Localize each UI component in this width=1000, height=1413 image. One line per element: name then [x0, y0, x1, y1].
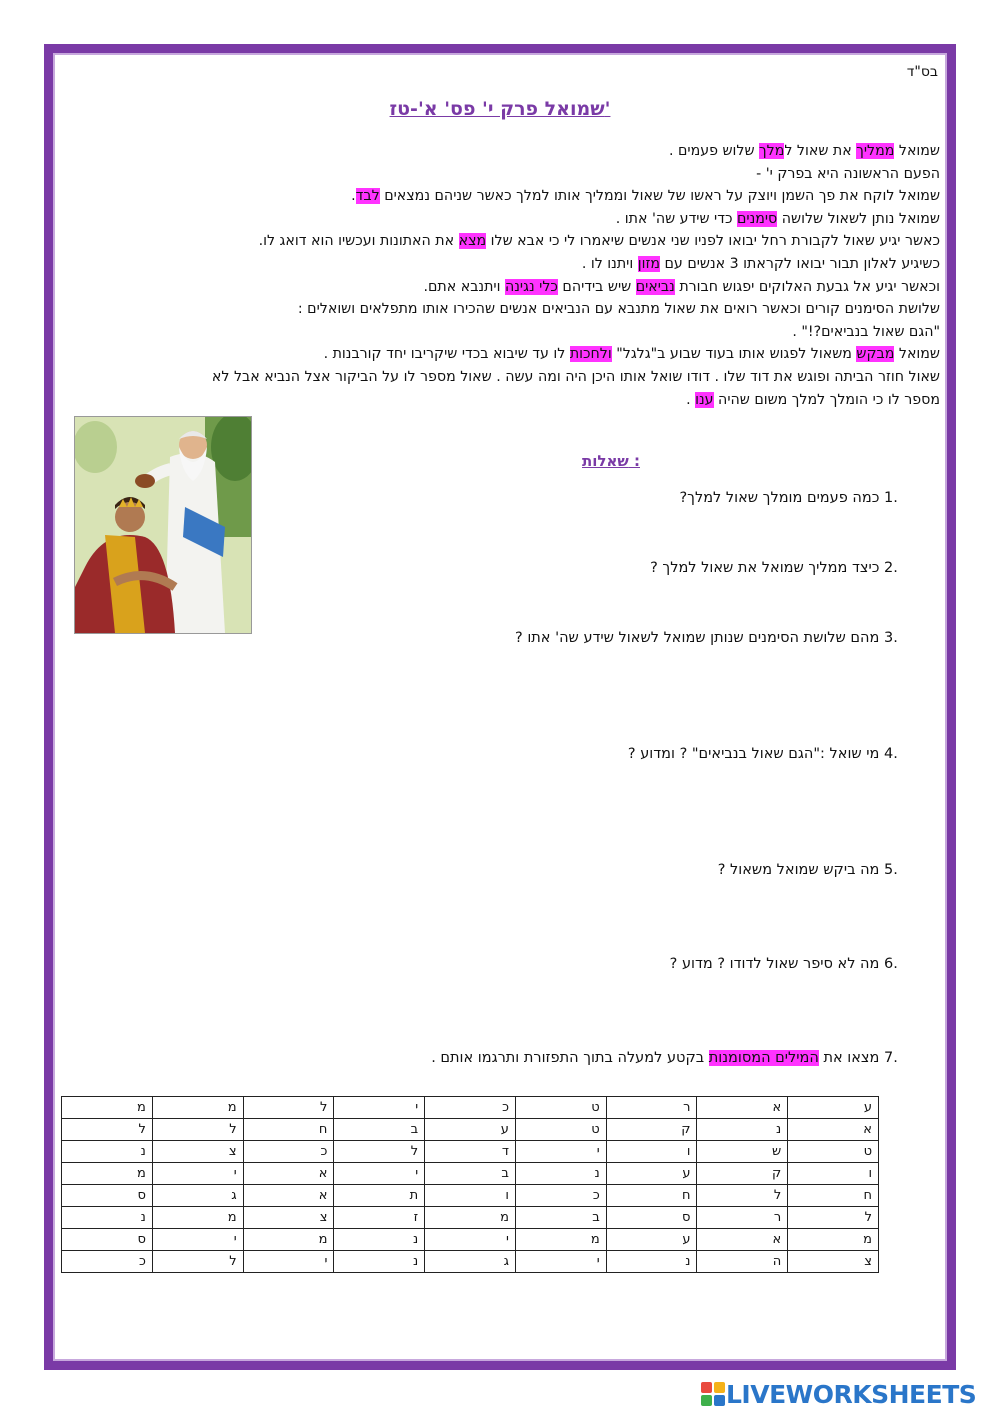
- wordsearch-cell[interactable]: ל: [334, 1141, 425, 1163]
- text-run: שמואל לוקח את פך השמן ויוצק על ראשו של שאול וממליך אותו למלך כאשר שניהם נמצאים: [379, 188, 940, 205]
- wordsearch-cell[interactable]: ט: [515, 1097, 606, 1119]
- wordsearch-cell[interactable]: צ: [788, 1251, 879, 1273]
- wordsearch-cell[interactable]: ל: [152, 1251, 243, 1273]
- wordsearch-cell[interactable]: ק: [697, 1163, 788, 1185]
- text-run: .: [351, 188, 356, 205]
- wordsearch-cell[interactable]: כ: [515, 1185, 606, 1207]
- wordsearch-cell[interactable]: ב: [334, 1119, 425, 1141]
- wordsearch-cell[interactable]: י: [243, 1251, 334, 1273]
- wordsearch-cell[interactable]: צ: [152, 1141, 243, 1163]
- wordsearch-cell[interactable]: ט: [515, 1119, 606, 1141]
- wordsearch-cell[interactable]: מ: [515, 1229, 606, 1251]
- wordsearch-cell[interactable]: א: [788, 1119, 879, 1141]
- wordsearch-cell[interactable]: כ: [62, 1251, 153, 1273]
- text-run: שמואל: [894, 143, 940, 159]
- question-text: כיצד ממליך שמואל את שאול למלך ?: [650, 560, 880, 576]
- wordsearch-cell[interactable]: י: [425, 1229, 516, 1251]
- wordsearch-cell[interactable]: י: [334, 1097, 425, 1119]
- highlighted-word: ולחכות: [569, 346, 612, 363]
- wordsearch-cell[interactable]: י: [152, 1229, 243, 1251]
- wordsearch-cell[interactable]: נ: [334, 1229, 425, 1251]
- passage-line: [60, 321, 940, 344]
- text-run: בקטע למעלה בתוך התפזורת ותרגמו אותם .: [431, 1050, 709, 1066]
- text-run: כדי שידע שה' אתו .: [615, 210, 737, 227]
- highlighted-word: סימנים: [736, 210, 778, 227]
- question-number: 6.: [884, 956, 898, 972]
- text-run: כשיגיע לאלון תבור יבואו לקראתו 3 אנשים עם: [660, 255, 940, 272]
- wordsearch-cell[interactable]: ז: [334, 1207, 425, 1229]
- wordsearch-cell[interactable]: נ: [606, 1251, 697, 1273]
- wordsearch-cell[interactable]: ש: [697, 1141, 788, 1163]
- wordsearch-cell[interactable]: ע: [606, 1163, 697, 1185]
- bsd-header: בס"ד: [906, 64, 938, 80]
- illustration-anointing: [74, 416, 252, 634]
- wordsearch-cell[interactable]: ע: [788, 1097, 879, 1119]
- wordsearch-row: [62, 1097, 879, 1119]
- text-run: ויתנבא אתם.: [423, 278, 505, 295]
- question-number: 7.: [884, 1050, 898, 1066]
- wordsearch-cell[interactable]: ל: [152, 1119, 243, 1141]
- wordsearch-cell[interactable]: ל: [243, 1097, 334, 1119]
- wordsearch-cell[interactable]: ס: [62, 1229, 153, 1251]
- wordsearch-cell[interactable]: ד: [425, 1141, 516, 1163]
- wordsearch-cell[interactable]: א: [697, 1229, 788, 1251]
- question-number: 5.: [884, 862, 898, 878]
- wordsearch-cell[interactable]: ב: [425, 1163, 516, 1185]
- wordsearch-cell[interactable]: ל: [62, 1119, 153, 1141]
- passage-line: [60, 208, 940, 231]
- text-run: משאול לפגוש אותו בעוד שבוע ב"גלגל": [611, 346, 857, 363]
- questions-heading: שאלות :: [582, 452, 640, 470]
- highlighted-word: נביאים: [635, 278, 675, 295]
- wordsearch-cell[interactable]: ו: [425, 1185, 516, 1207]
- passage-line: [60, 253, 940, 276]
- wordsearch-cell[interactable]: צ: [243, 1207, 334, 1229]
- wordsearch-cell[interactable]: מ: [152, 1207, 243, 1229]
- text-run: "הגם שאול בנביאים?!" .: [792, 323, 940, 340]
- question-number: 3.: [884, 630, 898, 646]
- text-run: שמואל נותן לשאול שלושה: [777, 210, 940, 227]
- liveworksheets-logo-icon: [700, 1381, 726, 1407]
- question-2: [200, 560, 910, 576]
- passage-line: [60, 185, 940, 208]
- wordsearch-cell[interactable]: א: [697, 1097, 788, 1119]
- wordsearch-cell[interactable]: מ: [243, 1229, 334, 1251]
- wordsearch-cell[interactable]: ע: [425, 1119, 516, 1141]
- wordsearch-cell[interactable]: מ: [152, 1097, 243, 1119]
- wordsearch-cell[interactable]: מ: [788, 1229, 879, 1251]
- highlighted-word: ממליך: [856, 143, 895, 159]
- wordsearch-row: [62, 1207, 879, 1229]
- question-number: 4.: [884, 746, 898, 762]
- text-run: לו עד שיבוא בכדי שיקריבו יחד קורבנות .: [323, 346, 570, 363]
- text-run: ויתנו לו .: [581, 255, 638, 272]
- wordsearch-cell[interactable]: ס: [606, 1207, 697, 1229]
- text-run: הפעם הראשונה היא בפרק י' -: [756, 165, 940, 182]
- question-1: [200, 490, 910, 506]
- passage-line: [60, 366, 940, 389]
- highlighted-word: מלך: [759, 143, 785, 159]
- wordsearch-cell[interactable]: י: [152, 1163, 243, 1185]
- wordsearch-row: [62, 1163, 879, 1185]
- wordsearch-cell[interactable]: נ: [62, 1207, 153, 1229]
- passage-line: [60, 276, 940, 299]
- text-run: שלושת הסימנים קורים וכאשר רואים את שאול מתנבא עם הנביאים אנשים שהכירו אותו מתפלאים ושואלים :: [297, 301, 940, 318]
- wordsearch-cell[interactable]: ו: [788, 1163, 879, 1185]
- wordsearch-cell[interactable]: ל: [788, 1207, 879, 1229]
- text-run: וכאשר יגיע אל גבעת האלוקים יפגוש חבורת: [674, 278, 940, 295]
- wordsearch-cell[interactable]: כ: [243, 1141, 334, 1163]
- question-text: מי שואל :"הגם שאול בנביאים" ? ומדוע ?: [627, 746, 880, 762]
- wordsearch-cell[interactable]: א: [243, 1163, 334, 1185]
- text-run: .: [686, 391, 696, 408]
- text-run: שיש בידיהם: [557, 278, 636, 295]
- wordsearch-cell[interactable]: נ: [62, 1141, 153, 1163]
- wordsearch-cell[interactable]: א: [243, 1185, 334, 1207]
- wordsearch-row: [62, 1251, 879, 1273]
- wordsearch-cell[interactable]: י: [334, 1163, 425, 1185]
- passage-line: [60, 343, 940, 366]
- highlighted-word: כלי נגינה: [504, 278, 558, 295]
- wordsearch-cell[interactable]: ע: [606, 1229, 697, 1251]
- highlighted-word: מזון: [637, 255, 660, 272]
- text-run: שמואל: [894, 346, 940, 363]
- highlighted-word: מצא: [458, 233, 487, 250]
- text-run: שאול חוזר הביתה ופוגש את דוד שלו . דודו שואל אותו היכן היה ומה עשה . שאול מספר לו על הביקור אצל הנביא אבל לא: [211, 368, 940, 385]
- wordsearch-cell[interactable]: ג: [152, 1185, 243, 1207]
- passage-line: [60, 230, 940, 253]
- question-text: [431, 1050, 879, 1066]
- passage-line: [60, 140, 940, 163]
- wordsearch-cell[interactable]: ב: [515, 1207, 606, 1229]
- liveworksheets-brand: LIVEWORKSHEETS: [726, 1379, 977, 1409]
- question-number: 1.: [884, 490, 898, 506]
- wordsearch-row: [62, 1185, 879, 1207]
- highlighted-word: לבד: [355, 188, 380, 205]
- liveworksheets-logo: [700, 1380, 995, 1408]
- wordsearch-cell[interactable]: מ: [425, 1207, 516, 1229]
- text-run: מצאו את: [818, 1050, 880, 1066]
- wordsearch-cell[interactable]: ח: [606, 1185, 697, 1207]
- passage-line: [60, 389, 940, 412]
- question-4: [200, 746, 910, 762]
- wordsearch-row: [62, 1119, 879, 1141]
- question-text: כמה פעמים מומלך שאול למלך?: [679, 490, 880, 506]
- question-6: [200, 956, 910, 972]
- wordsearch-cell[interactable]: ה: [697, 1251, 788, 1273]
- text-run: את שאול ל: [784, 143, 857, 159]
- wordsearch-grid: [61, 1096, 879, 1273]
- wordsearch-cell[interactable]: ר: [606, 1097, 697, 1119]
- question-3: [200, 630, 910, 646]
- passage-line: [60, 163, 940, 186]
- wordsearch-cell[interactable]: מ: [62, 1163, 153, 1185]
- wordsearch-cell[interactable]: מ: [62, 1097, 153, 1119]
- wordsearch-cell[interactable]: י: [515, 1141, 606, 1163]
- wordsearch-cell[interactable]: ג: [425, 1251, 516, 1273]
- wordsearch-cell[interactable]: ט: [788, 1141, 879, 1163]
- wordsearch-cell[interactable]: ק: [606, 1119, 697, 1141]
- text-run: מספר לו כי הומלך למלך משום שהיה: [713, 391, 940, 408]
- page-title: שמואל פרק י' פס' א'-טז': [389, 98, 611, 120]
- highlighted-word: המילים המסומנות: [708, 1050, 819, 1066]
- wordsearch-cell[interactable]: כ: [425, 1097, 516, 1119]
- text-run: שלוש פעמים .: [668, 143, 760, 159]
- wordsearch-row: [62, 1229, 879, 1251]
- question-text: מה ביקש שמואל משאול ?: [717, 862, 880, 878]
- wordsearch-cell[interactable]: נ: [515, 1163, 606, 1185]
- wordsearch-cell[interactable]: ר: [697, 1207, 788, 1229]
- wordsearch-cell[interactable]: ח: [243, 1119, 334, 1141]
- wordsearch-row: [62, 1141, 879, 1163]
- question-5: [200, 862, 910, 878]
- question-text: מה לא סיפר שאול לדודו ? מדוע ?: [669, 956, 880, 972]
- wordsearch-cell[interactable]: ת: [334, 1185, 425, 1207]
- wordsearch-cell[interactable]: ס: [62, 1185, 153, 1207]
- wordsearch-cell[interactable]: נ: [697, 1119, 788, 1141]
- passage-line: [60, 298, 940, 321]
- question-text: מהם שלושת הסימנים שנותן שמואל לשאול שידע שה' אתו ?: [515, 630, 880, 646]
- wordsearch-cell[interactable]: ו: [606, 1141, 697, 1163]
- wordsearch-cell[interactable]: י: [515, 1251, 606, 1273]
- passage-text: [60, 140, 940, 411]
- wordsearch-cell[interactable]: ל: [697, 1185, 788, 1207]
- question-number: 2.: [884, 560, 898, 576]
- text-run: את האתונות ועכשיו הוא דואג לו.: [258, 233, 459, 250]
- wordsearch-cell[interactable]: ח: [788, 1185, 879, 1207]
- highlighted-word: ענו: [695, 391, 714, 408]
- text-run: כאשר יגיע שאול לקבורת רחל יבואו לפניו שני אנשים שיאמרו לי כי אבא שלו: [486, 233, 940, 250]
- highlighted-word: מבקש: [856, 346, 895, 363]
- wordsearch-cell[interactable]: נ: [334, 1251, 425, 1273]
- question-7: [200, 1050, 910, 1066]
